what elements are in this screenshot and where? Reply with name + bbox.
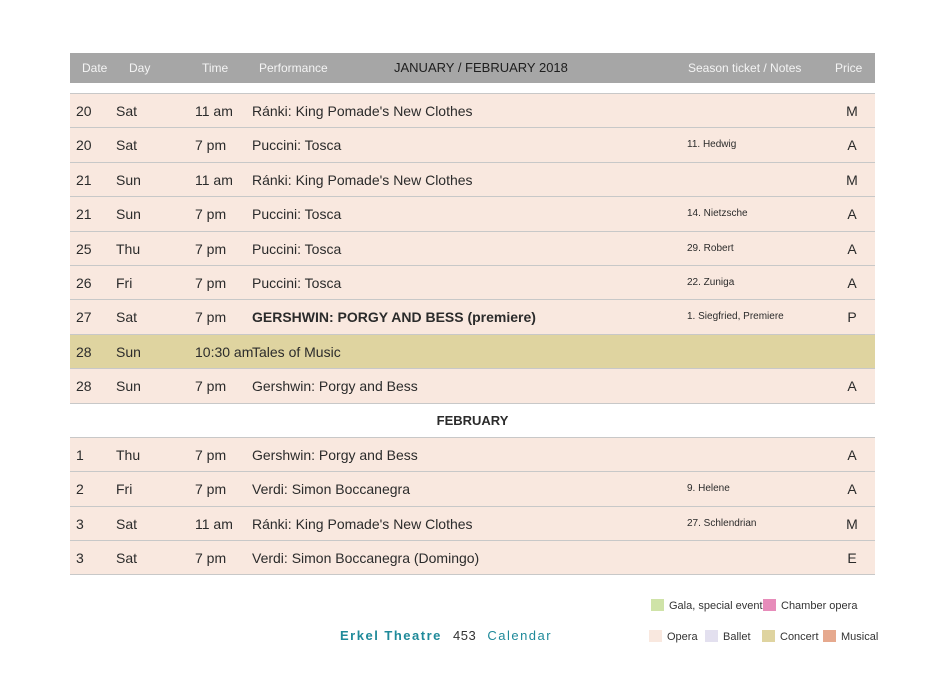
legend-swatch-opera xyxy=(649,630,662,642)
row-price: M xyxy=(846,171,858,188)
legend-chamber-opera xyxy=(763,599,857,612)
row-performance: Tales of Music xyxy=(252,343,341,360)
row-time: 7 pm xyxy=(195,378,227,395)
row-note: 11. Hedwig xyxy=(687,139,737,151)
row-day: Sat xyxy=(116,137,138,154)
header-gap xyxy=(70,83,875,94)
row-performance: Puccini: Tosca xyxy=(252,240,342,257)
row-price: P xyxy=(847,309,857,326)
legend-ballet xyxy=(705,630,751,643)
legend-swatch-chamber-opera xyxy=(763,599,776,611)
legend-label: Opera xyxy=(667,631,698,643)
row-note: 9. Helene xyxy=(687,483,730,495)
header-time: Time xyxy=(202,61,229,75)
row-time: 7 pm xyxy=(195,446,227,463)
row-day: Sun xyxy=(116,206,141,223)
row-day: Sat xyxy=(116,515,138,532)
header-day: Day xyxy=(129,61,151,75)
row-time: 7 pm xyxy=(195,550,227,567)
table-row xyxy=(70,94,875,128)
legend-concert xyxy=(762,630,819,643)
row-day: Thu xyxy=(116,240,141,257)
legend-swatch-gala xyxy=(651,599,664,611)
page-title: JANUARY / FEBRUARY 2018 xyxy=(394,60,568,75)
row-price: M xyxy=(846,103,858,119)
row-performance: Puccini: Tosca xyxy=(252,274,342,291)
header-price: Price xyxy=(835,61,863,75)
row-date: 2 xyxy=(76,481,84,498)
row-date: 21 xyxy=(76,206,92,223)
legend-gala xyxy=(651,599,763,612)
row-price: A xyxy=(847,206,857,223)
row-performance: GERSHWIN: PORGY AND BESS (premiere) xyxy=(252,309,536,326)
row-time: 11 am xyxy=(195,171,233,188)
header-notes: Season ticket / Notes xyxy=(688,61,802,75)
table-row xyxy=(70,128,875,162)
row-time: 7 pm xyxy=(195,274,227,291)
row-price: A xyxy=(847,481,857,498)
row-date: 28 xyxy=(76,343,92,360)
table-row xyxy=(70,507,875,541)
legend-swatch-concert xyxy=(762,630,775,642)
row-performance: Gershwin: Porgy and Bess xyxy=(252,446,418,463)
row-date: 20 xyxy=(76,137,92,154)
row-date: 20 xyxy=(76,103,92,119)
row-date: 26 xyxy=(76,274,92,291)
row-day: Sun xyxy=(116,343,141,360)
row-time: 7 pm xyxy=(195,309,227,326)
table-header xyxy=(70,53,875,83)
header-performance: Performance xyxy=(259,61,328,75)
row-time: 7 pm xyxy=(195,240,227,257)
table-row xyxy=(70,197,875,231)
table-row xyxy=(70,472,875,506)
row-note: 14. Nietzsche xyxy=(687,208,748,220)
table-row xyxy=(70,232,875,266)
legend-swatch-ballet xyxy=(705,630,718,642)
legend-swatch-musical xyxy=(823,630,836,642)
row-date: 3 xyxy=(76,550,84,567)
footer-theatre: Erkel Theatre xyxy=(340,628,442,643)
row-time: 10:30 am xyxy=(195,343,254,360)
table-row xyxy=(70,300,875,334)
row-note: 22. Zuniga xyxy=(687,276,735,288)
row-performance: Verdi: Simon Boccanegra (Domingo) xyxy=(252,550,480,567)
row-time: 11 am xyxy=(195,103,233,119)
row-price: A xyxy=(847,137,857,154)
header-date: Date xyxy=(82,61,108,75)
row-performance: Ránki: King Pomade's New Clothes xyxy=(252,103,473,119)
footer-page-number: 453 xyxy=(453,628,477,643)
row-day: Sat xyxy=(116,103,138,119)
row-price: A xyxy=(847,446,857,463)
row-performance: Ránki: King Pomade's New Clothes xyxy=(252,171,473,188)
legend-label: Concert xyxy=(780,631,819,643)
row-date: 3 xyxy=(76,515,84,532)
row-time: 7 pm xyxy=(195,137,227,154)
row-performance: Verdi: Simon Boccanegra xyxy=(252,481,410,498)
legend-label: Musical xyxy=(841,631,879,643)
table-row xyxy=(70,266,875,300)
row-price: A xyxy=(847,240,857,257)
schedule-table xyxy=(70,53,875,575)
row-day: Sun xyxy=(116,171,141,188)
row-time: 7 pm xyxy=(195,206,227,223)
row-day: Fri xyxy=(116,274,133,291)
row-performance: Gershwin: Porgy and Bess xyxy=(252,378,418,395)
legend-opera xyxy=(649,630,698,643)
row-performance: Puccini: Tosca xyxy=(252,206,342,223)
row-date: 28 xyxy=(76,378,92,395)
page-footer xyxy=(340,628,552,643)
month-heading: FEBRUARY xyxy=(70,404,875,438)
row-price: E xyxy=(847,550,857,567)
legend-label: Chamber opera xyxy=(781,600,858,612)
row-day: Sat xyxy=(116,550,138,567)
row-time: 11 am xyxy=(195,515,233,532)
row-day: Thu xyxy=(116,446,141,463)
footer-section: Calendar xyxy=(487,628,553,643)
row-note: 29. Robert xyxy=(687,242,734,254)
row-price: A xyxy=(847,274,857,291)
table-row xyxy=(70,369,875,403)
row-note: 1. Siegfried, Premiere xyxy=(687,311,784,323)
legend-label: Ballet xyxy=(723,631,751,643)
row-performance: Puccini: Tosca xyxy=(252,137,342,154)
table-row xyxy=(70,163,875,197)
row-performance: Ránki: King Pomade's New Clothes xyxy=(252,515,473,532)
schedule-rows xyxy=(70,94,875,575)
row-price: A xyxy=(847,378,857,395)
row-note: 27. Schlendrian xyxy=(687,517,757,529)
row-time: 7 pm xyxy=(195,481,227,498)
legend-musical xyxy=(823,630,878,643)
row-price: M xyxy=(846,515,858,532)
row-date: 27 xyxy=(76,309,92,326)
table-row xyxy=(70,438,875,472)
row-day: Fri xyxy=(116,481,133,498)
row-date: 21 xyxy=(76,171,92,188)
row-day: Sat xyxy=(116,309,138,326)
table-row xyxy=(70,335,875,369)
row-date: 25 xyxy=(76,240,92,257)
table-row xyxy=(70,541,875,575)
legend-label: Gala, special event xyxy=(669,600,763,612)
row-date: 1 xyxy=(76,446,84,463)
row-day: Sun xyxy=(116,378,141,395)
